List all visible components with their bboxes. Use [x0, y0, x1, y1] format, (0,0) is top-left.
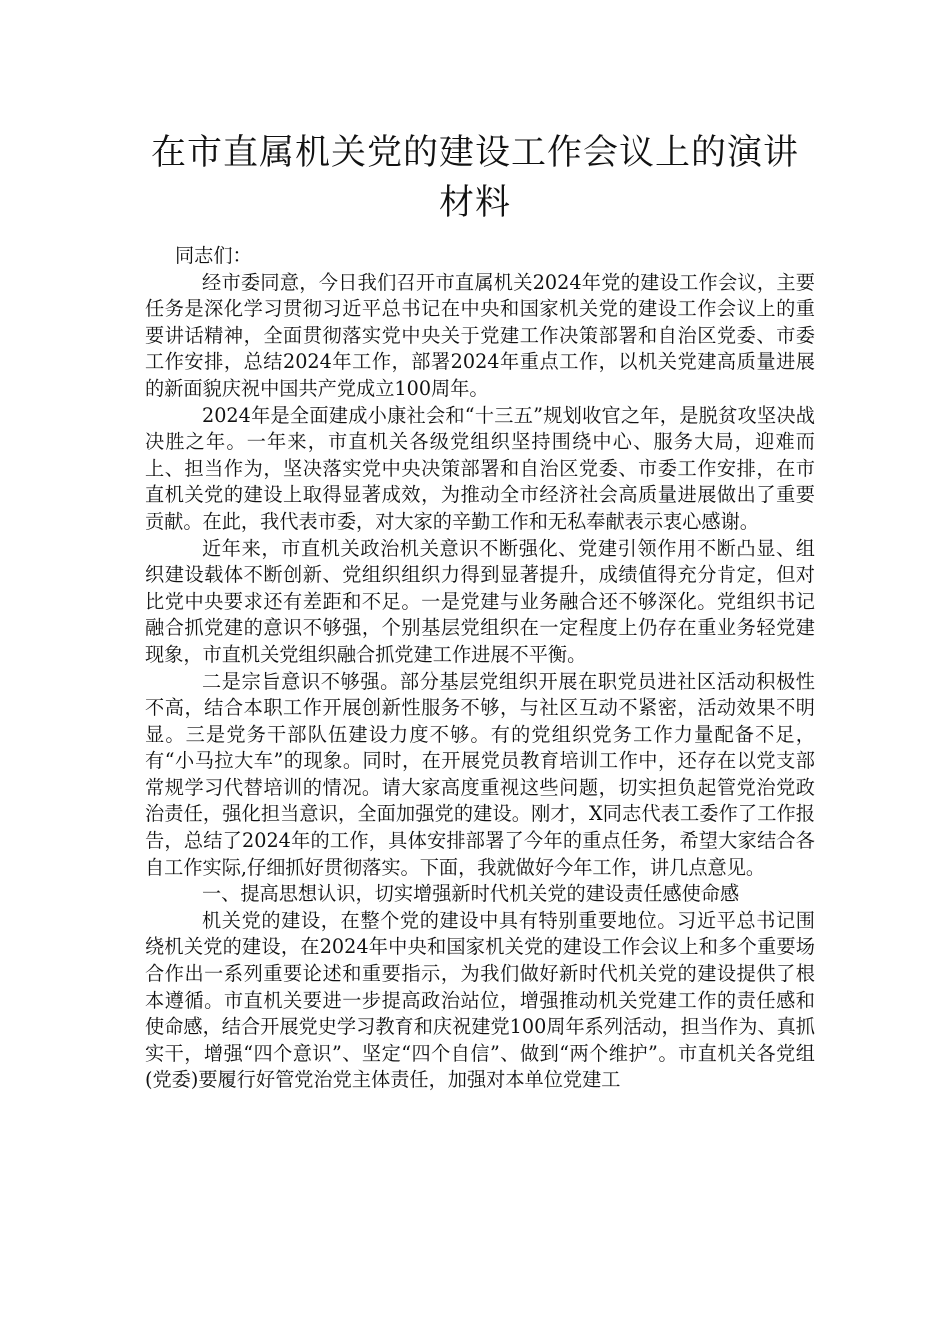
section-heading-1: 一、提高思想认识，切实增强新时代机关党的建设责任感使命感	[202, 882, 740, 906]
paragraph-5: 机关党的建设，在整个党的建设中具有特别重要地位。习近平总书记围绕机关党的建设，在2024年中央和国家机关党的建设工作会议上和多个重要场合作出一系列重要论述和重要指示，为我们做好新时代机关党的建设提供了根本遵循。市直机关要进一步提高政治站位，增强推动机关党建工作的责任感和使命感，结合开展党史学习教育和庆祝建党100周年系列活动，担当作为、真抓实干，增强“四个意识”、坚定“四个自信”、做到“两个维护”。市直机关各党组(党委)要履行好管党治党主体责任，加强对本单位党建工	[145, 908, 815, 1092]
paragraph-1: 经市委同意，今日我们召开市直属机关2024年党的建设工作会议，主要任务是深化学习贯彻习近平总书记在中央和国家机关党的建设工作会议上的重要讲话精神，全面贯彻落实党中央关于党建工作决策部署和自治区党委、市委工作安排，总结2024年工作，部署2024年重点工作，以机关党建高质量进展的新面貌庆祝中国共产党成立100周年。	[145, 270, 815, 400]
document-title	[0, 128, 950, 228]
paragraph-4: 二是宗旨意识不够强。部分基层党组织开展在职党员进社区活动积极性不高，结合本职工作开展创新性服务不够，与社区互动不紧密，活动效果不明显。三是党务干部队伍建设力度不够。有的党组织党务工作力量配备不足，有“小马拉大车”的现象。同时，在开展党员教育培训工作中，还存在以党支部常规学习代替培训的情况。请大家高度重视这些问题，切实担负起管党治党政治责任，强化担当意识，全面加强党的建设。刚才，X同志代表工委作了工作报告，总结了2024年的工作，具体安排部署了今年的重点任务，希望大家结合各自工作实际,仔细抓好贯彻落实。下面，我就做好今年工作，讲几点意见。	[145, 669, 815, 879]
title-line-1: 在市直属机关党的建设工作会议上的演讲	[150, 133, 799, 173]
salutation: 同志们：	[175, 244, 252, 267]
paragraph-3: 近年来，市直机关政治机关意识不断强化、党建引领作用不断凸显、组织建设载体不断创新、党组织组织力得到显著提升，成绩值得充分肯定，但对比党中央要求还有差距和不足。一是党建与业务融合还不够深化。党组织书记融合抓党建的意识不够强，个别基层党组织在一定程度上仍存在重业务轻党建现象，市直机关党组织融合抓党建工作进展不平衡。	[145, 536, 815, 666]
document-body	[145, 243, 815, 1094]
title-line-2: 材料	[438, 183, 511, 223]
paragraph-2: 2024年是全面建成小康社会和“十三五”规划收官之年，是脱贫攻坚决战决胜之年。一年来，市直机关各级党组织坚持围绕中心、服务大局，迎难而上、担当作为，坚决落实党中央决策部署和自治区党委、市委工作安排，在市直机关党的建设上取得显著成效，为推动全市经济社会高质量进展做出了重要贡献。在此，我代表市委，对大家的辛勤工作和无私奉献表示衷心感谢。	[145, 403, 815, 533]
